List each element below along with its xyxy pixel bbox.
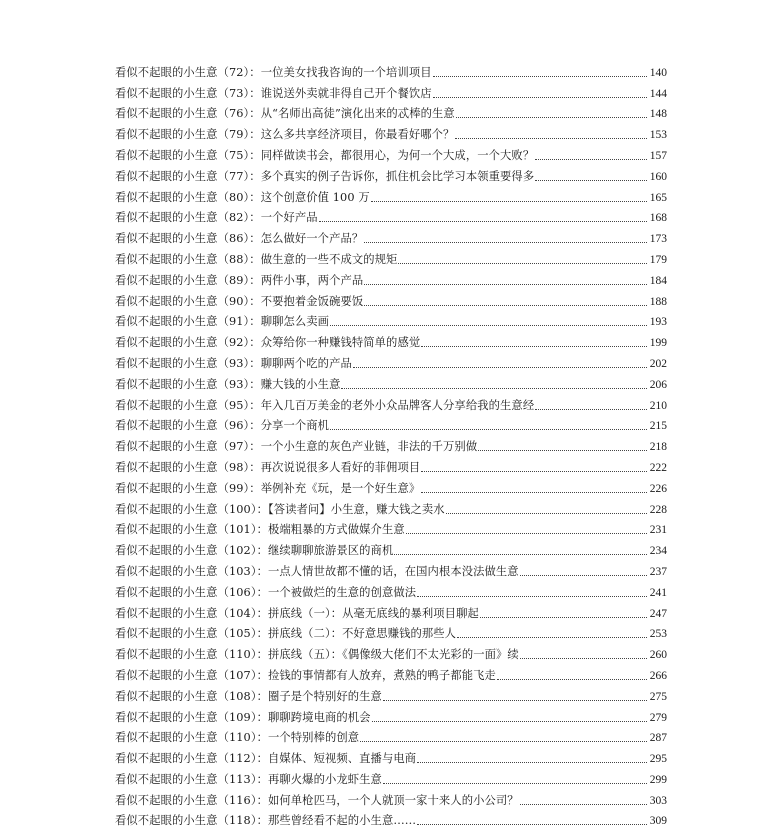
toc-page-number: 140 [649,66,667,79]
toc-dot-leader [364,305,647,306]
toc-page-number: 173 [649,233,667,246]
toc-entry-title: 看似不起眼的小生意（100）：【答读者问】小生意，赚大钱之卖水 [115,502,445,516]
toc-page-number: 295 [649,753,667,766]
toc-page-number: 210 [649,399,667,412]
toc-entry[interactable] [115,808,667,828]
toc-entry[interactable] [115,59,667,80]
toc-dot-leader [417,762,647,763]
toc-dot-leader [421,471,647,472]
toc-entry[interactable] [115,101,667,122]
toc-dot-leader [421,492,647,493]
toc-dot-leader [456,117,647,118]
toc-entry[interactable] [115,766,667,787]
toc-entry[interactable] [115,787,667,808]
toc-entry[interactable] [115,600,667,621]
toc-page-number: 184 [649,274,667,287]
toc-dot-leader [433,76,647,77]
toc-entry[interactable] [115,704,667,725]
toc-dot-leader [417,824,647,825]
toc-entry[interactable] [115,309,667,330]
toc-page-number: 234 [649,545,667,558]
toc-dot-leader [319,221,647,222]
toc-entry-title: 看似不起眼的小生意（99）：举例补充《玩，是一个好生意》 [115,481,421,495]
toc-entry-title: 看似不起眼的小生意（101）：极端粗暴的方式做媒介生意 [115,523,405,537]
toc-dot-leader [480,617,647,618]
toc-entry[interactable] [115,205,667,226]
toc-entry[interactable] [115,745,667,766]
toc-entry-title: 看似不起眼的小生意（93）：赚大钱的小生意 [115,377,341,391]
toc-entry[interactable] [115,80,667,101]
toc-entry-title: 看似不起眼的小生意（110）：拼底线（五）：《偶像级大佬们不太光彩的一面》续 [115,648,519,662]
toc-page-number: 309 [649,815,667,828]
toc-entry-title: 看似不起眼的小生意（76）：从“名师出高徒”演化出来的忒棒的生意 [115,107,455,121]
toc-page-number: 199 [649,337,667,350]
toc-page-number: 148 [649,108,667,121]
toc-page-number: 226 [649,482,667,495]
toc-dot-leader [341,388,647,389]
toc-dot-leader [478,450,647,451]
toc-dot-leader [520,575,647,576]
toc-entry[interactable] [115,142,667,163]
toc-dot-leader [421,346,647,347]
toc-dot-leader [330,325,647,326]
toc-dot-leader [364,284,647,285]
toc-entry[interactable] [115,288,667,309]
toc-entry-title: 看似不起眼的小生意（116）：如何单枪匹马，一个人就顶一家十来人的小公司？ [115,793,519,807]
table-of-contents [115,59,667,828]
toc-page-number: 231 [649,524,667,537]
toc-dot-leader [372,721,647,722]
toc-page-number: 193 [649,316,667,329]
toc-page-number: 188 [649,295,667,308]
toc-entry[interactable] [115,433,667,454]
toc-entry[interactable] [115,558,667,579]
toc-entry-title: 看似不起眼的小生意（73）：谁说送外卖就非得自己开个餐饮店 [115,86,432,100]
toc-page-number: 253 [649,628,667,641]
toc-entry-title: 看似不起眼的小生意（96）：分享一个商机 [115,419,330,433]
toc-entry-title: 看似不起眼的小生意（113）：再聊火爆的小龙虾生意 [115,772,382,786]
toc-dot-leader [520,804,647,805]
toc-dot-leader [364,242,647,243]
toc-page-number: 237 [649,565,667,578]
toc-entry-title: 看似不起眼的小生意（91）：聊聊怎么卖画 [115,315,330,329]
toc-entry[interactable] [115,225,667,246]
toc-entry-title: 看似不起眼的小生意（118）：那些曾经看不起的小生意…… [115,814,417,828]
toc-page-number: 222 [649,461,667,474]
toc-entry[interactable] [115,496,667,517]
toc-entry[interactable] [115,163,667,184]
toc-page-number: 160 [649,170,667,183]
toc-entry[interactable] [115,184,667,205]
toc-entry[interactable] [115,246,667,267]
toc-dot-leader [383,700,647,701]
toc-entry[interactable] [115,475,667,496]
toc-entry-title: 看似不起眼的小生意（109）：聊聊跨境电商的机会 [115,710,371,724]
toc-entry[interactable] [115,517,667,538]
toc-dot-leader [406,533,647,534]
toc-page-number: 266 [649,669,667,682]
toc-dot-leader [433,97,647,98]
toc-entry-title: 看似不起眼的小生意（88）：做生意的一些不成文的规矩 [115,252,398,266]
toc-dot-leader [398,263,647,264]
toc-page-number: 206 [649,378,667,391]
toc-entry[interactable] [115,413,667,434]
toc-entry-title: 看似不起眼的小生意（89）：两件小事，两个产品 [115,273,364,287]
toc-page-number: 260 [649,649,667,662]
toc-dot-leader [520,658,647,659]
toc-dot-leader [535,409,647,410]
toc-dot-leader [360,741,647,742]
toc-entry[interactable] [115,621,667,642]
toc-entry[interactable] [115,267,667,288]
toc-entry-title: 看似不起眼的小生意（112）：自媒体、短视频、直播与电商 [115,752,417,766]
toc-entry[interactable] [115,725,667,746]
toc-entry[interactable] [115,121,667,142]
toc-entry-title: 看似不起眼的小生意（97）：一个小生意的灰色产业链，非法的千万别做 [115,440,478,454]
toc-entry[interactable] [115,392,667,413]
toc-page-number: 241 [649,586,667,599]
toc-entry[interactable] [115,350,667,371]
toc-page-number: 279 [649,711,667,724]
toc-page-number: 144 [649,87,667,100]
toc-page-number: 179 [649,253,667,266]
toc-page-number: 228 [649,503,667,516]
toc-entry-title: 看似不起眼的小生意（92）：众筹给你一种赚钱特简单的感觉 [115,336,421,350]
toc-page-number: 202 [649,357,667,370]
toc-page-number: 215 [649,420,667,433]
toc-entry-title: 看似不起眼的小生意（82）：一个好产品 [115,211,318,225]
toc-entry-title: 看似不起眼的小生意（79）：这么多共享经济项目，你最看好哪个？ [115,128,455,142]
toc-page-number: 153 [649,129,667,142]
toc-entry-title: 看似不起眼的小生意（95）：年入几百万美金的老外小众品牌客人分享给我的生意经 [115,398,535,412]
toc-dot-leader [535,159,647,160]
toc-dot-leader [457,637,647,638]
toc-page-number: 168 [649,212,667,225]
toc-page-number: 303 [649,794,667,807]
toc-page-number: 218 [649,441,667,454]
toc-entry-title: 看似不起眼的小生意（90）：不要抱着金饭碗要饭 [115,294,364,308]
toc-entry-title: 看似不起眼的小生意（93）：聊聊两个吃的产品 [115,356,352,370]
toc-dot-leader [417,596,647,597]
toc-entry-title: 看似不起眼的小生意（104）：拼底线（一）：从毫无底线的暴利项目聊起 [115,606,479,620]
toc-dot-leader [497,679,647,680]
toc-entry-title: 看似不起眼的小生意（86）：怎么做好一个产品？ [115,232,364,246]
toc-entry-title: 看似不起眼的小生意（80）：这个创意价值 100 万 [115,190,370,204]
toc-entry[interactable] [115,641,667,662]
toc-page-number: 247 [649,607,667,620]
toc-entry[interactable] [115,454,667,475]
toc-dot-leader [371,201,647,202]
toc-entry[interactable] [115,537,667,558]
toc-entry-title: 看似不起眼的小生意（108）：圈子是个特别好的生意 [115,689,382,703]
toc-page-number: 165 [649,191,667,204]
toc-entry-title: 看似不起眼的小生意（77）：多个真实的例子告诉你，抓住机会比学习本领重要得多 [115,169,535,183]
toc-entry-title: 看似不起眼的小生意（98）：再次说说很多人看好的菲佣项目 [115,460,421,474]
toc-entry[interactable] [115,662,667,683]
toc-entry[interactable] [115,579,667,600]
toc-page-number: 157 [649,149,667,162]
toc-page-number: 287 [649,732,667,745]
toc-dot-leader [383,783,647,784]
toc-entry[interactable] [115,683,667,704]
toc-dot-leader [353,367,647,368]
toc-dot-leader [455,138,647,139]
toc-dot-leader [446,513,647,514]
toc-entry-title: 看似不起眼的小生意（75）：同样做读书会，都很用心，为何一个大成，一个大败？ [115,148,535,162]
toc-entry[interactable] [115,371,667,392]
toc-dot-leader [394,554,647,555]
toc-entry-title: 看似不起眼的小生意（105）：拼底线（二）：不好意思赚钱的那些人 [115,627,457,641]
toc-page-number: 275 [649,690,667,703]
toc-dot-leader [330,429,647,430]
toc-entry-title: 看似不起眼的小生意（103）：一点人情世故都不懂的话，在国内根本没法做生意 [115,564,519,578]
toc-dot-leader [535,180,647,181]
toc-entry[interactable] [115,329,667,350]
toc-page-number: 299 [649,773,667,786]
toc-entry-title: 看似不起眼的小生意（106）：一个被做烂的生意的创意做法 [115,585,417,599]
toc-entry-title: 看似不起眼的小生意（72）：一位美女找我咨询的一个培训项目 [115,65,432,79]
toc-entry-title: 看似不起眼的小生意（110）：一个特别棒的创意 [115,731,360,745]
toc-entry-title: 看似不起眼的小生意（107）：捡钱的事情都有人放弃，煮熟的鸭子都能飞走 [115,668,496,682]
toc-entry-title: 看似不起眼的小生意（102）：继续聊聊旅游景区的商机 [115,544,394,558]
